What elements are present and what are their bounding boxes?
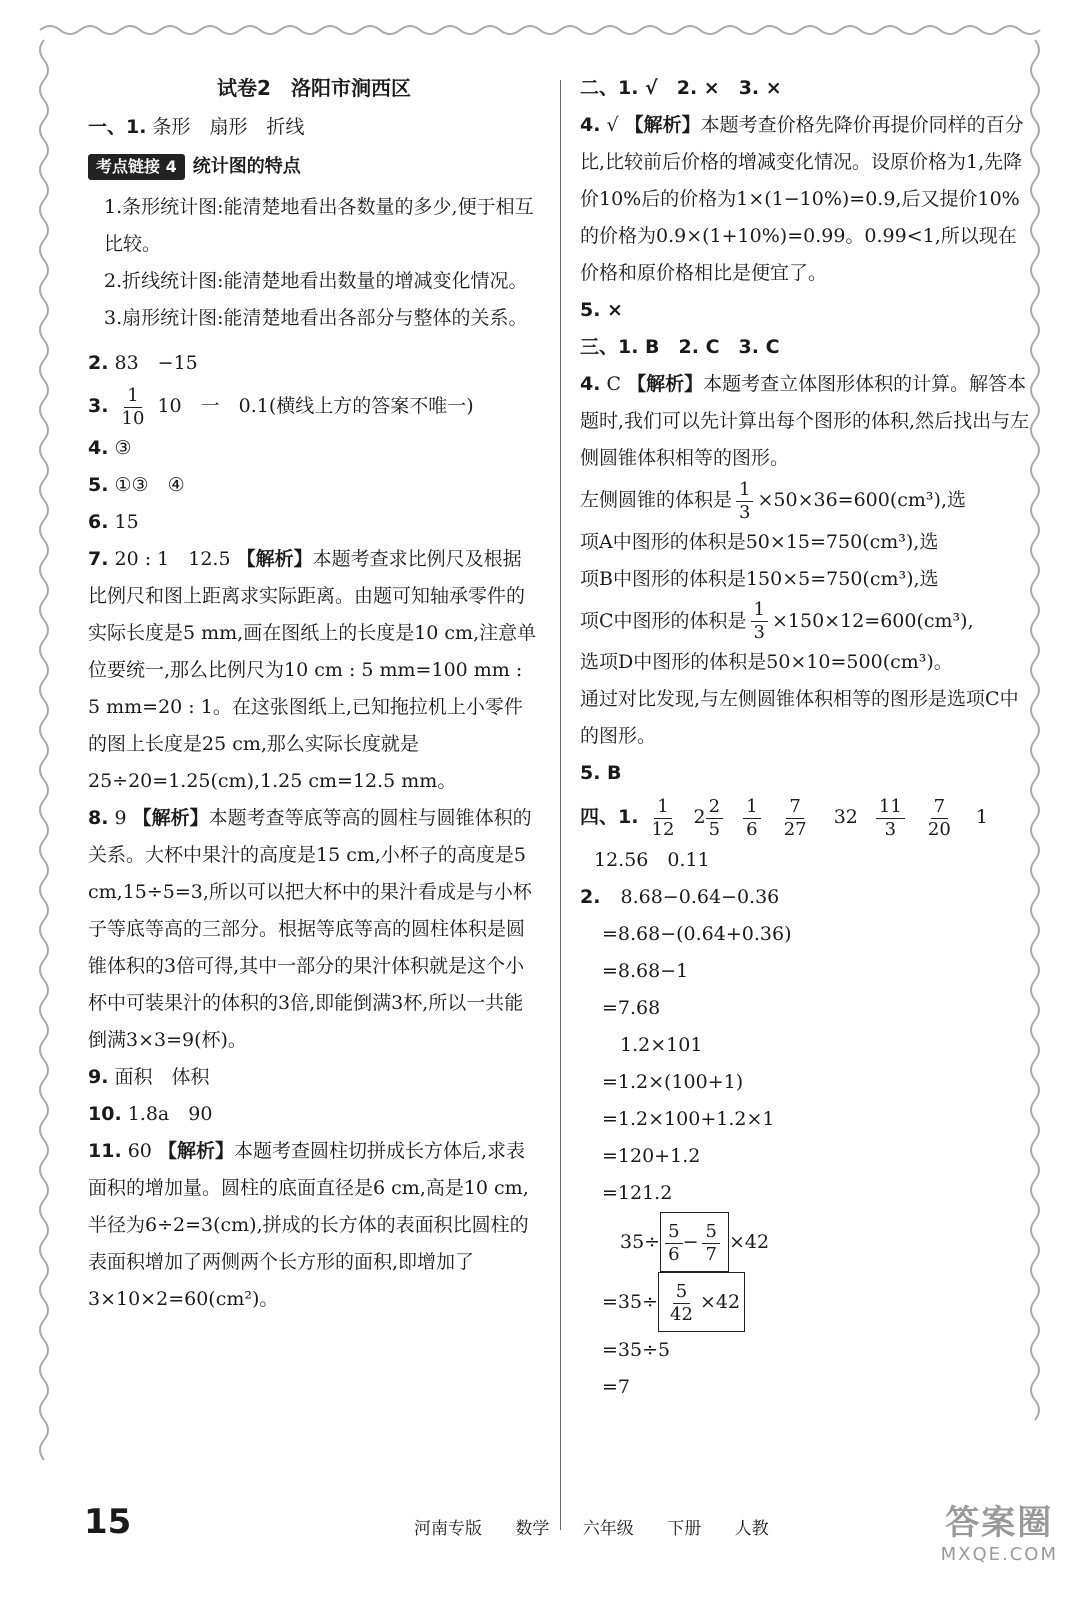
question-number: 6.	[88, 511, 109, 533]
answer-text: 面积 体积	[114, 1066, 210, 1088]
section-three-line: 三、1. B 2. C 3. C	[580, 336, 780, 358]
analysis-tag: 【解析】	[132, 807, 209, 829]
title-exam: 试卷2	[217, 76, 271, 100]
answer-text: 20 : 1 12.5	[114, 548, 231, 570]
answer-4-1: 四、1. $\frac{1}{12}$ 2 $\frac{2}{5}$ $\frac{1}{6}$ $\frac{7}{27}$ 32 $\frac{11}{3}$ $\frac{7}{20}$ 1	[580, 795, 988, 840]
page-number: 15	[84, 1502, 132, 1542]
calc-step: =121.2	[602, 1182, 673, 1204]
question-number: 2.	[580, 886, 601, 908]
volume-line: 项C中图形的体积是 $\frac{1}{3}$ ×150×12=600(cm³),	[580, 599, 974, 643]
footer-grade: 六年级	[582, 1519, 634, 1539]
question-number: 11.	[88, 1140, 122, 1162]
knowledge-badge: 考点链接 4	[88, 154, 185, 180]
answer-text: 10 一 0.1(横线上方的答案不唯一)	[157, 395, 474, 417]
answer-6	[88, 504, 540, 541]
question-number: 10.	[88, 1103, 122, 1125]
answer-text: 9	[114, 807, 127, 829]
fraction: $\frac{1}{6}$	[743, 796, 760, 841]
answer-text: √	[606, 114, 619, 136]
left-column	[88, 70, 540, 1318]
fraction: $\frac{1}{3}$	[751, 599, 768, 644]
knowledge-item: 2.折线统计图:能清楚地看出数量的增减变化情况。	[104, 270, 528, 292]
fraction: $\frac{1}{10}$	[121, 384, 145, 429]
answer-text: C	[606, 373, 622, 395]
analysis-tag: 【解析】	[624, 114, 701, 136]
answer-text: 15	[114, 511, 139, 533]
answer-text: ③	[114, 437, 132, 459]
question-number: 2.	[88, 352, 109, 374]
calc-step: =120+1.2	[602, 1145, 701, 1167]
analysis-text: 本题考查价格先降价再提价同样的百分比,比较前后价格的增减变化情况。设原价格为1,先降价10%后的价格为1×(1−10%)=0.9,后又提价10%的价格为0.9×(1+10%)=0.99。0.99<1,所以现在价格和原价格相比是便宜了。	[580, 114, 1024, 284]
volume-line: 选项D中图形的体积是50×10=500(cm³)。	[580, 651, 953, 673]
question-number: 4.	[88, 437, 109, 459]
section-two-line: 二、1. √ 2. × 3. ×	[580, 77, 782, 99]
answer-text: 1.8a 90	[127, 1103, 213, 1125]
fraction: $\frac{1}{3}$	[736, 479, 753, 524]
answer-5	[88, 467, 540, 504]
calc-step: =1.2×(100+1)	[602, 1071, 744, 1093]
question-number: 4.	[580, 114, 601, 136]
calc-step: =1.2×100+1.2×1	[602, 1108, 775, 1130]
calc-step: 1.2×101	[620, 1034, 703, 1056]
answer-3-5: 5. B	[580, 762, 622, 784]
analysis-text: 本题考查圆柱切拼成长方体后,求表面积的增加量。圆柱的底面直径是6 cm,高是10 cm,半径为6÷2=3(cm),拼成的长方体的表面积比圆柱的表面积增加了两侧两个长方形的面积,即增加了3×10×2=60(cm²)。	[88, 1140, 529, 1310]
footer-subject: 数学	[515, 1519, 550, 1539]
answer-3	[88, 382, 540, 430]
knowledge-link	[88, 148, 540, 185]
volume-conclusion: 通过对比发现,与左侧圆锥体积相等的图形是选项C中的图形。	[580, 688, 1019, 747]
bracket: $\frac{5}{6}$ − $\frac{5}{7}$	[660, 1212, 729, 1272]
answer-9	[88, 1059, 540, 1096]
fraction: $\frac{1}{12}$	[651, 795, 675, 840]
answer-10	[88, 1096, 540, 1133]
page-title	[88, 70, 540, 107]
title-region: 洛阳市涧西区	[290, 76, 411, 100]
analysis-tag: 【解析】	[627, 373, 704, 395]
question-number: 5.	[88, 474, 109, 496]
page-footer	[84, 1502, 784, 1550]
volume-line: 左侧圆锥的体积是 $\frac{1}{3}$ ×50×36=600(cm³),选	[580, 478, 966, 523]
analysis-tag: 【解析】	[157, 1140, 234, 1162]
bracket: $\frac{5}{42}$ ×42	[658, 1272, 745, 1332]
answer-text: 条形 扇形 折线	[152, 116, 305, 138]
fraction: $\frac{11}{3}$	[876, 796, 905, 841]
analysis-text: 本题考查等底等高的圆柱与圆锥体积的关系。大杯中果汁的高度是15 cm,小杯子的高度是5 cm,15÷5=3,所以可以把大杯中的果汁看成是与小杯子等底等高的三部分。根据等底等高的圆柱体积是圆锥体积的3倍可得,其中一部分的果汁体积就是这个小杯中可装果汁的体积的3倍,即能倒满3杯,所以一共能倒满3×3=9(杯)。	[88, 807, 532, 1051]
footer-edition: 河南专版	[414, 1519, 482, 1539]
answer-text: 60	[127, 1140, 152, 1162]
answer-1-1	[88, 109, 540, 146]
section-one-label: 一、1.	[88, 116, 147, 138]
calc-step: =35÷ $\frac{5}{42}$ ×42	[580, 1272, 1030, 1332]
calc-1: 2. 8.68−0.64−0.36	[580, 886, 780, 908]
footer-volume: 下册	[667, 1519, 702, 1539]
question-number: 7.	[88, 548, 109, 570]
analysis-text: 本题考查求比例尺及根据比例尺和图上距离求实际距离。由题可知轴承零件的实际长度是5 mm,画在图纸上的长度是10 cm,注意单位要统一,那么比例尺为10 cm : 5 mm=100 mm : 5 mm=20 : 1。在这张图纸上,已知拖拉机上小零件的图上长度是25 cm,那么实际长度就是25÷20=1.25(cm),1.25 cm=12.5 mm。	[88, 548, 537, 792]
answer-2-5: 5. ×	[580, 299, 623, 321]
answer-text: ①③ ④	[114, 474, 185, 496]
section-four-label: 四、1.	[580, 806, 639, 828]
knowledge-title: 统计图的特点	[192, 156, 301, 177]
calc-step: =35÷5	[602, 1339, 671, 1361]
answer-7	[88, 541, 540, 800]
calc-step: =8.68−(0.64+0.36)	[602, 923, 792, 945]
knowledge-item: 3.扇形统计图:能清楚地看出各部分与整体的关系。	[104, 307, 528, 329]
answer-8	[88, 800, 540, 1059]
answer-4-1-line2: 12.56 0.11	[594, 849, 710, 871]
calc-step: =7.68	[602, 997, 661, 1019]
question-number: 9.	[88, 1066, 109, 1088]
fraction: $\frac{7}{20}$	[927, 795, 951, 840]
answer-2-4	[580, 107, 1030, 292]
answer-11	[88, 1133, 540, 1318]
volume-line: 项A中图形的体积是50×15=750(cm³),选	[580, 530, 939, 553]
calc-step: 35÷ $\frac{5}{6}$ − $\frac{5}{7}$ ×42	[580, 1212, 1030, 1272]
question-number: 8.	[88, 807, 109, 829]
right-column	[580, 70, 1030, 1406]
question-number: 4.	[580, 373, 601, 395]
volume-line: 项B中图形的体积是150×5=750(cm³),选	[580, 567, 939, 590]
answer-3-4	[580, 366, 1030, 477]
fraction: $\frac{2}{5}$	[706, 796, 723, 841]
question-number: 3.	[88, 395, 109, 417]
answer-2	[88, 345, 540, 382]
analysis-text: 本题考查立体图形体积的计算。解答本题时,我们可以先计算出每个图形的体积,然后找出与左侧圆锥体积相等的图形。	[580, 373, 1030, 469]
calc-step: =8.68−1	[602, 960, 689, 982]
footer-info	[414, 1514, 797, 1539]
analysis-tag: 【解析】	[236, 548, 313, 570]
answer-text: 83 −15	[114, 352, 198, 374]
calc-step: =7	[602, 1376, 631, 1398]
answer-4	[88, 430, 540, 467]
fraction: $\frac{7}{27}$	[783, 795, 807, 840]
column-divider	[560, 80, 561, 1530]
footer-publisher: 人教	[734, 1519, 769, 1539]
watermark-logo: 答案圈 MXQE.COM	[940, 1503, 1058, 1565]
knowledge-item: 1.条形统计图:能清楚地看出各数量的多少,便于相互比较。	[104, 196, 534, 255]
